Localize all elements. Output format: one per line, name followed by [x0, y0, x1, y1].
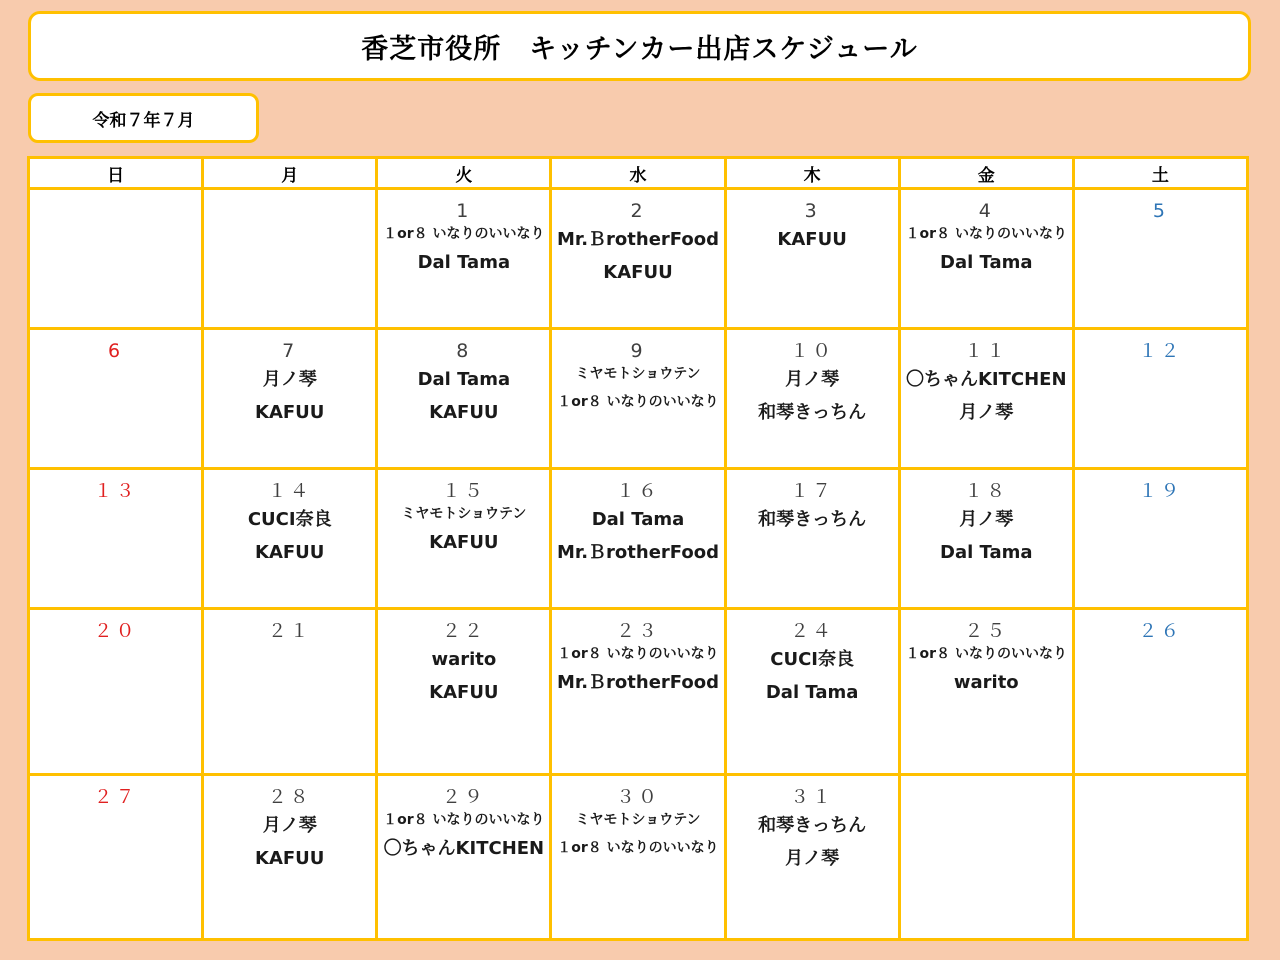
- vendor-name: KAFUU: [255, 402, 325, 423]
- day-number: １０: [790, 340, 835, 362]
- vendor-name: warito: [431, 649, 497, 670]
- vendor-name: Dal Tama: [940, 542, 1033, 563]
- day-cell: [377, 469, 551, 609]
- day-cell: [203, 329, 377, 469]
- day-cell: [377, 329, 551, 469]
- day-cell: [725, 469, 899, 609]
- day-number: 6: [108, 340, 124, 362]
- weekday-fri: 金: [899, 158, 1073, 189]
- day-cell: [377, 775, 551, 940]
- day-cell: [1073, 469, 1247, 609]
- day-cell: [725, 329, 899, 469]
- vendor-name: Dal Tama: [417, 369, 511, 390]
- weekday-thu: 木: [725, 158, 899, 189]
- day-number: 5: [1152, 200, 1168, 222]
- day-number: 8: [456, 340, 472, 362]
- week-row: [29, 775, 1248, 940]
- day-number: １３: [93, 480, 138, 502]
- vendor-name: Dal Tama: [417, 252, 511, 273]
- day-cell: [1073, 189, 1247, 329]
- vendor-name: ミヤモトショウテン: [575, 366, 701, 382]
- vendor-name: 和琴きっちん: [758, 815, 867, 836]
- vendor-name: １or８ いなりのいいなり: [383, 812, 545, 828]
- day-number: 2: [630, 200, 646, 222]
- day-number: １４: [267, 480, 312, 502]
- day-cell: [203, 469, 377, 609]
- weekday-mon: 月: [203, 158, 377, 189]
- day-number: ２８: [267, 786, 312, 808]
- vendor-name: CUCI奈良: [770, 649, 854, 670]
- day-number: ２２: [441, 620, 486, 642]
- day-number: 3: [804, 200, 820, 222]
- day-cell: [725, 609, 899, 775]
- vendor-name: 月ノ琴: [959, 509, 1014, 530]
- vendor-name: KAFUU: [777, 229, 847, 250]
- vendor-name: 〇ちゃんKITCHEN: [905, 369, 1067, 390]
- day-cell: [29, 775, 203, 940]
- day-cell: [1073, 775, 1247, 940]
- day-cell: [725, 189, 899, 329]
- day-cell: [899, 775, 1073, 940]
- vendor-name: １or８ いなりのいいなり: [905, 226, 1067, 242]
- vendor-name: KAFUU: [255, 542, 325, 563]
- day-number: １８: [964, 480, 1009, 502]
- day-number: 4: [978, 200, 994, 222]
- day-number: ３１: [790, 786, 835, 808]
- day-cell: [551, 469, 725, 609]
- vendor-name: Dal Tama: [591, 509, 685, 530]
- week-row: [29, 469, 1248, 609]
- weekday-tue: 火: [377, 158, 551, 189]
- day-cell: [203, 775, 377, 940]
- vendor-name: 月ノ琴: [785, 369, 840, 390]
- vendor-name: １or８ いなりのいいなり: [557, 394, 719, 410]
- day-cell: [899, 609, 1073, 775]
- day-cell: [551, 189, 725, 329]
- vendor-name: KAFUU: [603, 262, 673, 283]
- week-row: [29, 609, 1248, 775]
- vendor-name: 月ノ琴: [785, 848, 840, 869]
- vendor-name: 和琴きっちん: [758, 402, 867, 423]
- vendor-name: 和琴きっちん: [758, 509, 867, 530]
- vendor-name: KAFUU: [255, 848, 325, 869]
- vendor-name: 月ノ琴: [262, 815, 317, 836]
- vendor-name: 月ノ琴: [262, 369, 317, 390]
- day-number: 7: [282, 340, 298, 362]
- day-cell: [203, 189, 377, 329]
- vendor-name: １or８ いなりのいいなり: [557, 840, 719, 856]
- vendor-name: １or８ いなりのいいなり: [383, 226, 545, 242]
- day-number: １５: [441, 480, 486, 502]
- day-cell: [203, 609, 377, 775]
- calendar-table: [27, 156, 1249, 941]
- vendor-name: KAFUU: [429, 682, 499, 703]
- day-cell: [377, 609, 551, 775]
- day-number: ２６: [1138, 620, 1183, 642]
- vendor-name: 月ノ琴: [959, 402, 1014, 423]
- vendor-name: Mr.ＢrotherFood: [556, 542, 719, 563]
- week-row: [29, 189, 1248, 329]
- vendor-name: Dal Tama: [765, 682, 859, 703]
- day-cell: [29, 329, 203, 469]
- vendor-name: Dal Tama: [940, 252, 1033, 273]
- vendor-name: KAFUU: [429, 402, 499, 423]
- vendor-name: ミヤモトショウテン: [401, 506, 527, 522]
- month-label: 令和７年７月: [28, 93, 259, 143]
- vendor-name: ミヤモトショウテン: [575, 812, 701, 828]
- day-number: ２０: [93, 620, 138, 642]
- day-number: 9: [630, 340, 646, 362]
- weekday-header-row: [29, 158, 1248, 189]
- day-cell: [551, 775, 725, 940]
- day-cell: [29, 609, 203, 775]
- weekday-sat: 土: [1073, 158, 1247, 189]
- page-title: 香芝市役所 キッチンカー出店スケジュール: [28, 11, 1251, 81]
- day-number: ２９: [441, 786, 486, 808]
- day-number: ３０: [615, 786, 660, 808]
- vendor-name: 〇ちゃんKITCHEN: [383, 838, 545, 859]
- vendor-name: KAFUU: [429, 532, 499, 553]
- day-number: １１: [964, 340, 1009, 362]
- day-cell: [29, 469, 203, 609]
- day-cell: [899, 189, 1073, 329]
- weekday-sun: 日: [29, 158, 203, 189]
- day-number: 1: [456, 200, 472, 222]
- weekday-wed: 水: [551, 158, 725, 189]
- day-number: １６: [615, 480, 660, 502]
- day-number: ２１: [267, 620, 312, 642]
- vendor-name: Mr.ＢrotherFood: [556, 229, 719, 250]
- day-cell: [29, 189, 203, 329]
- day-number: １９: [1138, 480, 1183, 502]
- day-cell: [899, 469, 1073, 609]
- vendor-name: warito: [953, 672, 1019, 693]
- day-cell: [1073, 609, 1247, 775]
- day-cell: [551, 609, 725, 775]
- day-cell: [899, 329, 1073, 469]
- day-number: １２: [1138, 340, 1183, 362]
- day-number: ２４: [790, 620, 835, 642]
- day-number: ２７: [93, 786, 138, 808]
- day-cell: [725, 775, 899, 940]
- day-cell: [1073, 329, 1247, 469]
- day-cell: [377, 189, 551, 329]
- day-number: ２３: [615, 620, 660, 642]
- week-row: [29, 329, 1248, 469]
- vendor-name: １or８ いなりのいいなり: [905, 646, 1067, 662]
- vendor-name: Mr.ＢrotherFood: [556, 672, 719, 693]
- vendor-name: １or８ いなりのいいなり: [557, 646, 719, 662]
- vendor-name: CUCI奈良: [247, 509, 332, 530]
- day-cell: [551, 329, 725, 469]
- day-number: １７: [790, 480, 835, 502]
- day-number: ２５: [964, 620, 1009, 642]
